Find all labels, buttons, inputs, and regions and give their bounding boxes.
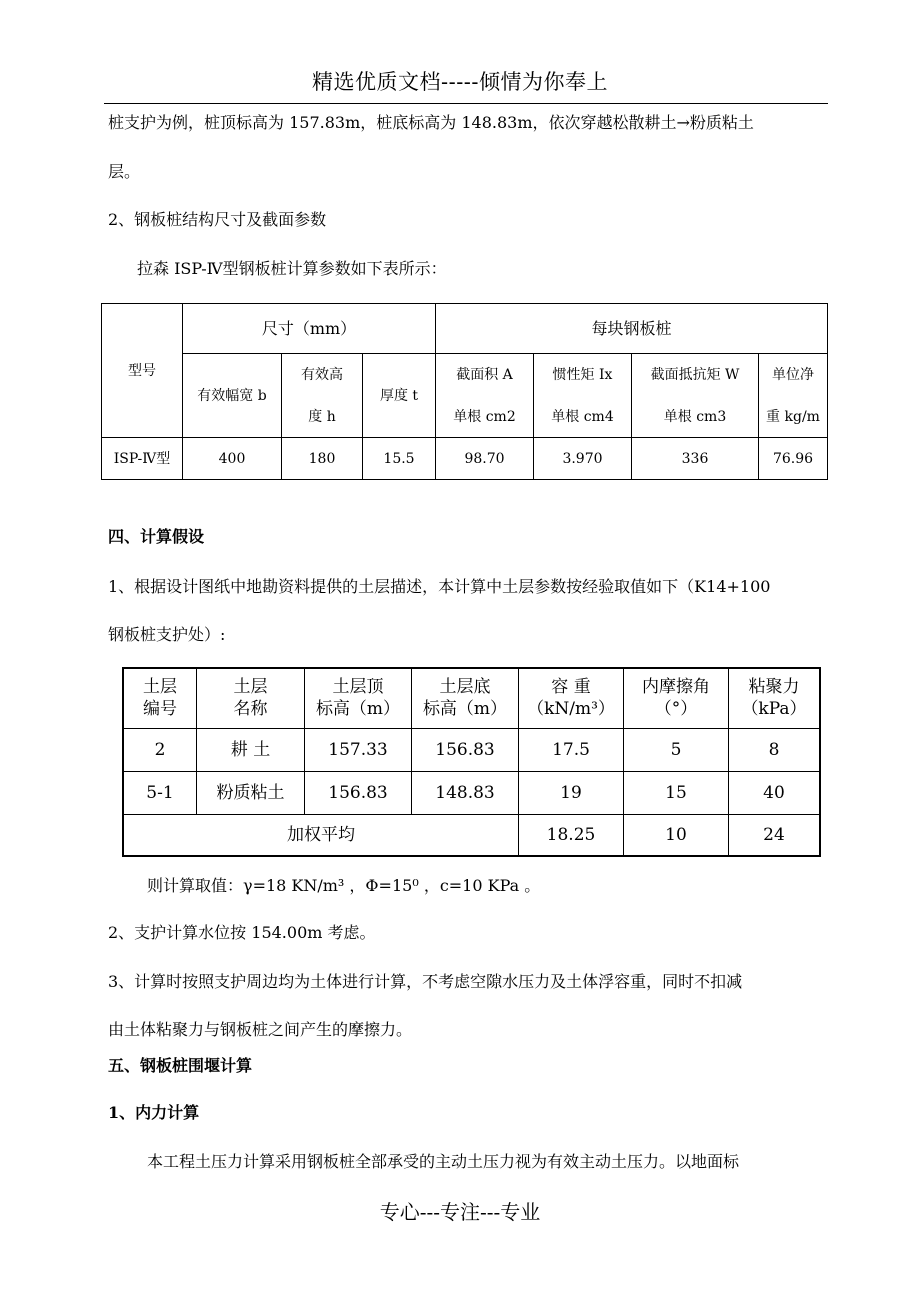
table-row bbox=[123, 814, 820, 856]
header-divider bbox=[104, 103, 828, 104]
table-header-cell: 容 重 （kN/m³） bbox=[519, 668, 624, 728]
table-cell: 加权平均 bbox=[123, 814, 519, 856]
table-header-cell: 型号 bbox=[102, 304, 183, 438]
table-cell: 耕 土 bbox=[197, 728, 305, 771]
table-header-cell: 土层底 标高（m） bbox=[412, 668, 519, 728]
table-header-cell: 土层顶 标高（m） bbox=[305, 668, 412, 728]
table-cell: 98.70 bbox=[436, 438, 534, 480]
table-row bbox=[123, 728, 820, 771]
table-cell: 3.970 bbox=[534, 438, 632, 480]
soil-layer-table bbox=[122, 667, 821, 857]
table-header-cell: 内摩擦角 （°） bbox=[624, 668, 729, 728]
table-header-cell: 惯性矩 Ix 单根 cm4 bbox=[534, 354, 632, 438]
table-header-cell: 有效高 度 h bbox=[282, 354, 363, 438]
paragraph-text: 1、根据设计图纸中地勘资料提供的土层描述，本计算中土层参数按经验取值如下（K14+100 bbox=[108, 577, 771, 596]
page-footer: 专心---专注---专业 bbox=[379, 1200, 541, 1224]
section-heading: 2、钢板桩结构尺寸及截面参数 bbox=[108, 210, 327, 229]
table-cell: 400 bbox=[183, 438, 282, 480]
paragraph-text: 3、计算时按照支护周边均为土体进行计算，不考虑空隙水压力及土体浮容重，同时不扣减 bbox=[108, 972, 743, 991]
table-cell: 5-1 bbox=[123, 771, 197, 814]
table-cell: 156.83 bbox=[305, 771, 412, 814]
paragraph-text: 则计算取值：γ=18 KN/m³ ，Φ=15⁰ ，c=10 KPa 。 bbox=[147, 876, 541, 895]
table-header-cell: 土层 名称 bbox=[197, 668, 305, 728]
table-header-cell: 截面抵抗矩 W 单根 cm3 bbox=[632, 354, 759, 438]
table-header-cell: 每块钢板桩 bbox=[436, 304, 828, 354]
table-row bbox=[102, 438, 828, 480]
table-header-cell: 截面积 A 单根 cm2 bbox=[436, 354, 534, 438]
sheet-pile-parameters-table bbox=[101, 303, 828, 480]
table-cell: 40 bbox=[729, 771, 821, 814]
table-cell: 粉质粘土 bbox=[197, 771, 305, 814]
table-header-cell: 尺寸（mm） bbox=[183, 304, 436, 354]
paragraph-text: 本工程土压力计算采用钢板桩全部承受的主动土压力视为有效主动土压力。以地面标 bbox=[147, 1152, 740, 1171]
paragraph-text: 拉森 ISP-Ⅳ型钢板桩计算参数如下表所示： bbox=[137, 259, 447, 278]
table-cell: 24 bbox=[729, 814, 821, 856]
paragraph-text: 由土体粘聚力与钢板桩之间产生的摩擦力。 bbox=[108, 1020, 413, 1039]
table-cell: 17.5 bbox=[519, 728, 624, 771]
table-header-cell: 土层 编号 bbox=[123, 668, 197, 728]
table-cell: 76.96 bbox=[759, 438, 828, 480]
paragraph-text: 层。 bbox=[108, 162, 141, 181]
table-cell: 148.83 bbox=[412, 771, 519, 814]
section-heading: 1、内力计算 bbox=[108, 1103, 200, 1122]
table-cell: 18.25 bbox=[519, 814, 624, 856]
paragraph-text: 钢板桩支护处）: bbox=[108, 625, 226, 644]
table-cell: 15.5 bbox=[363, 438, 436, 480]
table-cell: 157.33 bbox=[305, 728, 412, 771]
table-cell: 10 bbox=[624, 814, 729, 856]
table-row bbox=[123, 771, 820, 814]
page-header: 精选优质文档-----倾情为你奉上 bbox=[312, 70, 608, 94]
table-cell: 156.83 bbox=[412, 728, 519, 771]
table-cell: 15 bbox=[624, 771, 729, 814]
table-header-cell: 有效幅宽 b bbox=[183, 354, 282, 438]
table-cell: 19 bbox=[519, 771, 624, 814]
section-heading: 四、计算假设 bbox=[108, 527, 205, 546]
table-cell: 336 bbox=[632, 438, 759, 480]
paragraph-text: 桩支护为例，桩顶标高为 157.83m，桩底标高为 148.83m，依次穿越松散耕土→粉质粘土 bbox=[108, 113, 754, 132]
table-cell: 180 bbox=[282, 438, 363, 480]
table-header-cell: 粘聚力 （kPa） bbox=[729, 668, 821, 728]
table-cell: 5 bbox=[624, 728, 729, 771]
section-heading: 五、钢板桩围堰计算 bbox=[108, 1056, 253, 1075]
table-cell: ISP-Ⅳ型 bbox=[102, 438, 183, 480]
table-cell: 8 bbox=[729, 728, 821, 771]
paragraph-text: 2、支护计算水位按 154.00m 考虑。 bbox=[108, 923, 376, 942]
table-cell: 2 bbox=[123, 728, 197, 771]
table-header-cell: 厚度 t bbox=[363, 354, 436, 438]
table-header-cell: 单位净 重 kg/m bbox=[759, 354, 828, 438]
